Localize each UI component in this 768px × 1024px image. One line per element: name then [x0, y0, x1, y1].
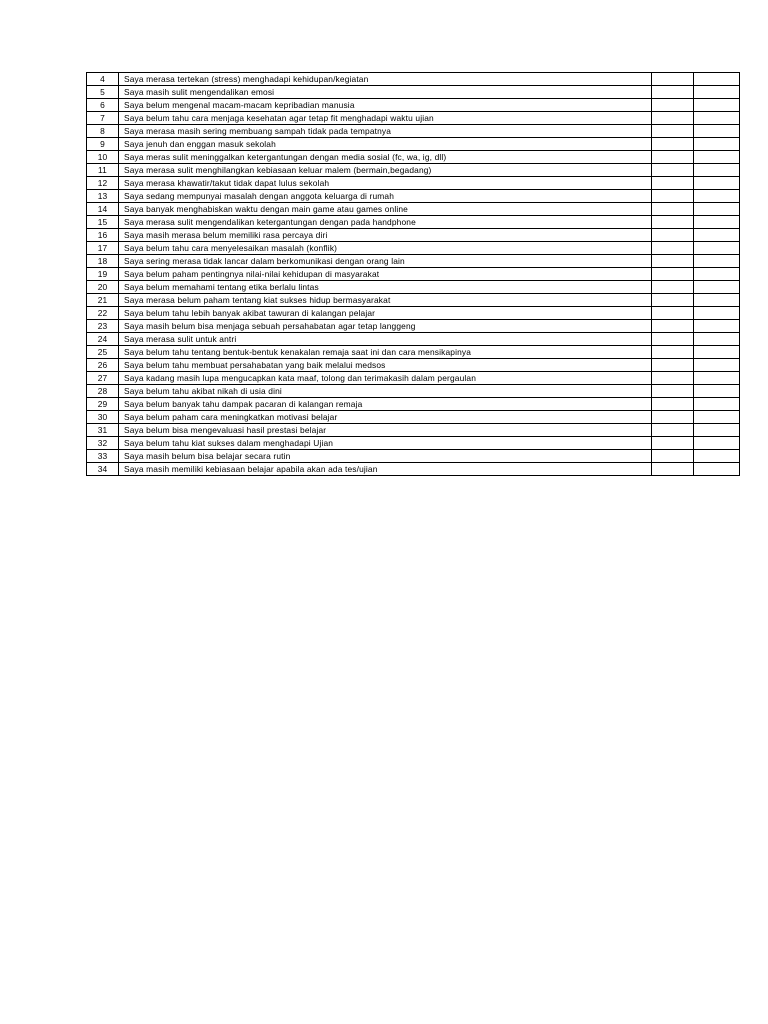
row-number: 26 [87, 359, 119, 372]
table-row [87, 307, 740, 320]
table-row [87, 190, 740, 203]
answer-cell-1[interactable] [652, 359, 694, 372]
answer-cell-1[interactable] [652, 450, 694, 463]
answer-cell-2[interactable] [694, 242, 740, 255]
answer-cell-2[interactable] [694, 398, 740, 411]
statement-cell: Saya belum tahu tentang bentuk-bentuk kenakalan remaja saat ini dan cara mensikapinya [119, 346, 652, 359]
table-row [87, 86, 740, 99]
answer-cell-1[interactable] [652, 164, 694, 177]
answer-cell-2[interactable] [694, 320, 740, 333]
statement-cell: Saya merasa khawatir/takut tidak dapat lulus sekolah [119, 177, 652, 190]
row-number: 15 [87, 216, 119, 229]
answer-cell-1[interactable] [652, 151, 694, 164]
row-number: 7 [87, 112, 119, 125]
statement-cell: Saya masih sulit mengendalikan emosi [119, 86, 652, 99]
table-row [87, 164, 740, 177]
table-row [87, 346, 740, 359]
answer-cell-2[interactable] [694, 203, 740, 216]
row-number: 33 [87, 450, 119, 463]
row-number: 32 [87, 437, 119, 450]
statement-cell: Saya merasa belum paham tentang kiat sukses hidup bermasyarakat [119, 294, 652, 307]
statement-cell: Saya merasa sulit mengendalikan ketergantungan dengan pada handphone [119, 216, 652, 229]
row-number: 21 [87, 294, 119, 307]
statement-cell: Saya banyak menghabiskan waktu dengan main game atau games online [119, 203, 652, 216]
table-row [87, 229, 740, 242]
answer-cell-2[interactable] [694, 229, 740, 242]
answer-cell-2[interactable] [694, 164, 740, 177]
statement-cell: Saya merasa masih sering membuang sampah tidak pada tempatnya [119, 125, 652, 138]
answer-cell-1[interactable] [652, 424, 694, 437]
row-number: 10 [87, 151, 119, 164]
answer-cell-1[interactable] [652, 437, 694, 450]
table-row [87, 151, 740, 164]
answer-cell-1[interactable] [652, 320, 694, 333]
table-row [87, 255, 740, 268]
answer-cell-1[interactable] [652, 398, 694, 411]
statement-cell: Saya masih belum bisa menjaga sebuah persahabatan agar tetap langgeng [119, 320, 652, 333]
row-number: 17 [87, 242, 119, 255]
table-row [87, 99, 740, 112]
answer-cell-2[interactable] [694, 281, 740, 294]
table-row [87, 203, 740, 216]
row-number: 19 [87, 268, 119, 281]
answer-cell-2[interactable] [694, 333, 740, 346]
statement-cell: Saya meras sulit meninggalkan ketergantungan dengan media sosial (fc, wa, ig, dll) [119, 151, 652, 164]
answer-cell-1[interactable] [652, 268, 694, 281]
answer-cell-2[interactable] [694, 307, 740, 320]
answer-cell-2[interactable] [694, 424, 740, 437]
table-row [87, 268, 740, 281]
statement-cell: Saya belum tahu kiat sukses dalam menghadapi Ujian [119, 437, 652, 450]
table-row [87, 242, 740, 255]
row-number: 28 [87, 385, 119, 398]
table-row [87, 450, 740, 463]
table-row [87, 463, 740, 476]
answer-cell-1[interactable] [652, 112, 694, 125]
answer-cell-2[interactable] [694, 255, 740, 268]
row-number: 12 [87, 177, 119, 190]
problem-checklist-table [86, 72, 740, 476]
questionnaire-sheet [86, 72, 739, 476]
statement-cell: Saya merasa sulit menghilangkan kebiasaan keluar malem (bermain,begadang) [119, 164, 652, 177]
answer-cell-1[interactable] [652, 138, 694, 151]
answer-cell-2[interactable] [694, 86, 740, 99]
answer-cell-1[interactable] [652, 333, 694, 346]
row-number: 11 [87, 164, 119, 177]
table-row [87, 333, 740, 346]
table-row [87, 424, 740, 437]
answer-cell-2[interactable] [694, 294, 740, 307]
answer-cell-2[interactable] [694, 268, 740, 281]
table-row [87, 372, 740, 385]
table-row [87, 216, 740, 229]
statement-cell: Saya belum tahu cara menjaga kesehatan agar tetap fit menghadapi waktu ujian [119, 112, 652, 125]
answer-cell-1[interactable] [652, 307, 694, 320]
row-number: 16 [87, 229, 119, 242]
answer-cell-1[interactable] [652, 242, 694, 255]
statement-cell: Saya belum mengenal macam-macam kepribadian manusia [119, 99, 652, 112]
row-number: 27 [87, 372, 119, 385]
statement-cell: Saya jenuh dan enggan masuk sekolah [119, 138, 652, 151]
row-number: 13 [87, 190, 119, 203]
statement-cell: Saya masih belum bisa belajar secara rutin [119, 450, 652, 463]
row-number: 29 [87, 398, 119, 411]
table-row [87, 359, 740, 372]
answer-cell-2[interactable] [694, 346, 740, 359]
answer-cell-1[interactable] [652, 99, 694, 112]
answer-cell-2[interactable] [694, 99, 740, 112]
row-number: 22 [87, 307, 119, 320]
table-row [87, 398, 740, 411]
answer-cell-2[interactable] [694, 359, 740, 372]
answer-cell-2[interactable] [694, 138, 740, 151]
answer-cell-1[interactable] [652, 281, 694, 294]
table-row [87, 294, 740, 307]
answer-cell-2[interactable] [694, 411, 740, 424]
answer-cell-1[interactable] [652, 463, 694, 476]
row-number: 8 [87, 125, 119, 138]
row-number: 34 [87, 463, 119, 476]
answer-cell-1[interactable] [652, 372, 694, 385]
table-row [87, 320, 740, 333]
answer-cell-2[interactable] [694, 450, 740, 463]
answer-cell-1[interactable] [652, 86, 694, 99]
statement-cell: Saya masih merasa belum memiliki rasa percaya diri [119, 229, 652, 242]
answer-cell-1[interactable] [652, 229, 694, 242]
row-number: 9 [87, 138, 119, 151]
table-row [87, 138, 740, 151]
statement-cell: Saya belum bisa mengevaluasi hasil prestasi belajar [119, 424, 652, 437]
table-row [87, 437, 740, 450]
answer-cell-2[interactable] [694, 463, 740, 476]
answer-cell-1[interactable] [652, 346, 694, 359]
statement-cell: Saya belum memahami tentang etika berlalu lintas [119, 281, 652, 294]
row-number: 5 [87, 86, 119, 99]
row-number: 4 [87, 73, 119, 86]
answer-cell-2[interactable] [694, 190, 740, 203]
row-number: 30 [87, 411, 119, 424]
statement-cell: Saya belum tahu cara menyelesaikan masalah (konflik) [119, 242, 652, 255]
table-row [87, 385, 740, 398]
row-number: 20 [87, 281, 119, 294]
answer-cell-2[interactable] [694, 177, 740, 190]
row-number: 24 [87, 333, 119, 346]
answer-cell-1[interactable] [652, 216, 694, 229]
statement-cell: Saya sering merasa tidak lancar dalam berkomunikasi dengan orang lain [119, 255, 652, 268]
answer-cell-1[interactable] [652, 203, 694, 216]
row-number: 23 [87, 320, 119, 333]
statement-cell: Saya merasa sulit untuk antri [119, 333, 652, 346]
statement-cell: Saya belum tahu lebih banyak akibat tawuran di kalangan pelajar [119, 307, 652, 320]
table-row [87, 281, 740, 294]
statement-cell: Saya belum tahu membuat persahabatan yang baik melalui medsos [119, 359, 652, 372]
answer-cell-1[interactable] [652, 190, 694, 203]
row-number: 18 [87, 255, 119, 268]
row-number: 14 [87, 203, 119, 216]
statement-cell: Saya kadang masih lupa mengucapkan kata maaf, tolong dan terimakasih dalam pergaulan [119, 372, 652, 385]
statement-cell: Saya belum banyak tahu dampak pacaran di kalangan remaja [119, 398, 652, 411]
answer-cell-2[interactable] [694, 385, 740, 398]
statement-cell: Saya belum paham cara meningkatkan motivasi belajar [119, 411, 652, 424]
answer-cell-2[interactable] [694, 125, 740, 138]
statement-cell: Saya sedang mempunyai masalah dengan anggota keluarga di rumah [119, 190, 652, 203]
statement-cell: Saya masih memiliki kebiasaan belajar apabila akan ada tes/ujian [119, 463, 652, 476]
answer-cell-1[interactable] [652, 385, 694, 398]
table-row [87, 177, 740, 190]
answer-cell-2[interactable] [694, 372, 740, 385]
table-row [87, 73, 740, 86]
row-number: 31 [87, 424, 119, 437]
table-row [87, 411, 740, 424]
answer-cell-2[interactable] [694, 437, 740, 450]
table-body [87, 73, 740, 476]
answer-cell-1[interactable] [652, 73, 694, 86]
table-row [87, 112, 740, 125]
statement-cell: Saya belum paham pentingnya nilai-nilai kehidupan di masyarakat [119, 268, 652, 281]
row-number: 6 [87, 99, 119, 112]
answer-cell-2[interactable] [694, 151, 740, 164]
answer-cell-1[interactable] [652, 177, 694, 190]
table-row [87, 125, 740, 138]
statement-cell: Saya merasa tertekan (stress) menghadapi kehidupan/kegiatan [119, 73, 652, 86]
answer-cell-2[interactable] [694, 216, 740, 229]
answer-cell-1[interactable] [652, 125, 694, 138]
answer-cell-1[interactable] [652, 255, 694, 268]
row-number: 25 [87, 346, 119, 359]
answer-cell-1[interactable] [652, 411, 694, 424]
answer-cell-2[interactable] [694, 112, 740, 125]
statement-cell: Saya belum tahu akibat nikah di usia dini [119, 385, 652, 398]
answer-cell-2[interactable] [694, 73, 740, 86]
answer-cell-1[interactable] [652, 294, 694, 307]
